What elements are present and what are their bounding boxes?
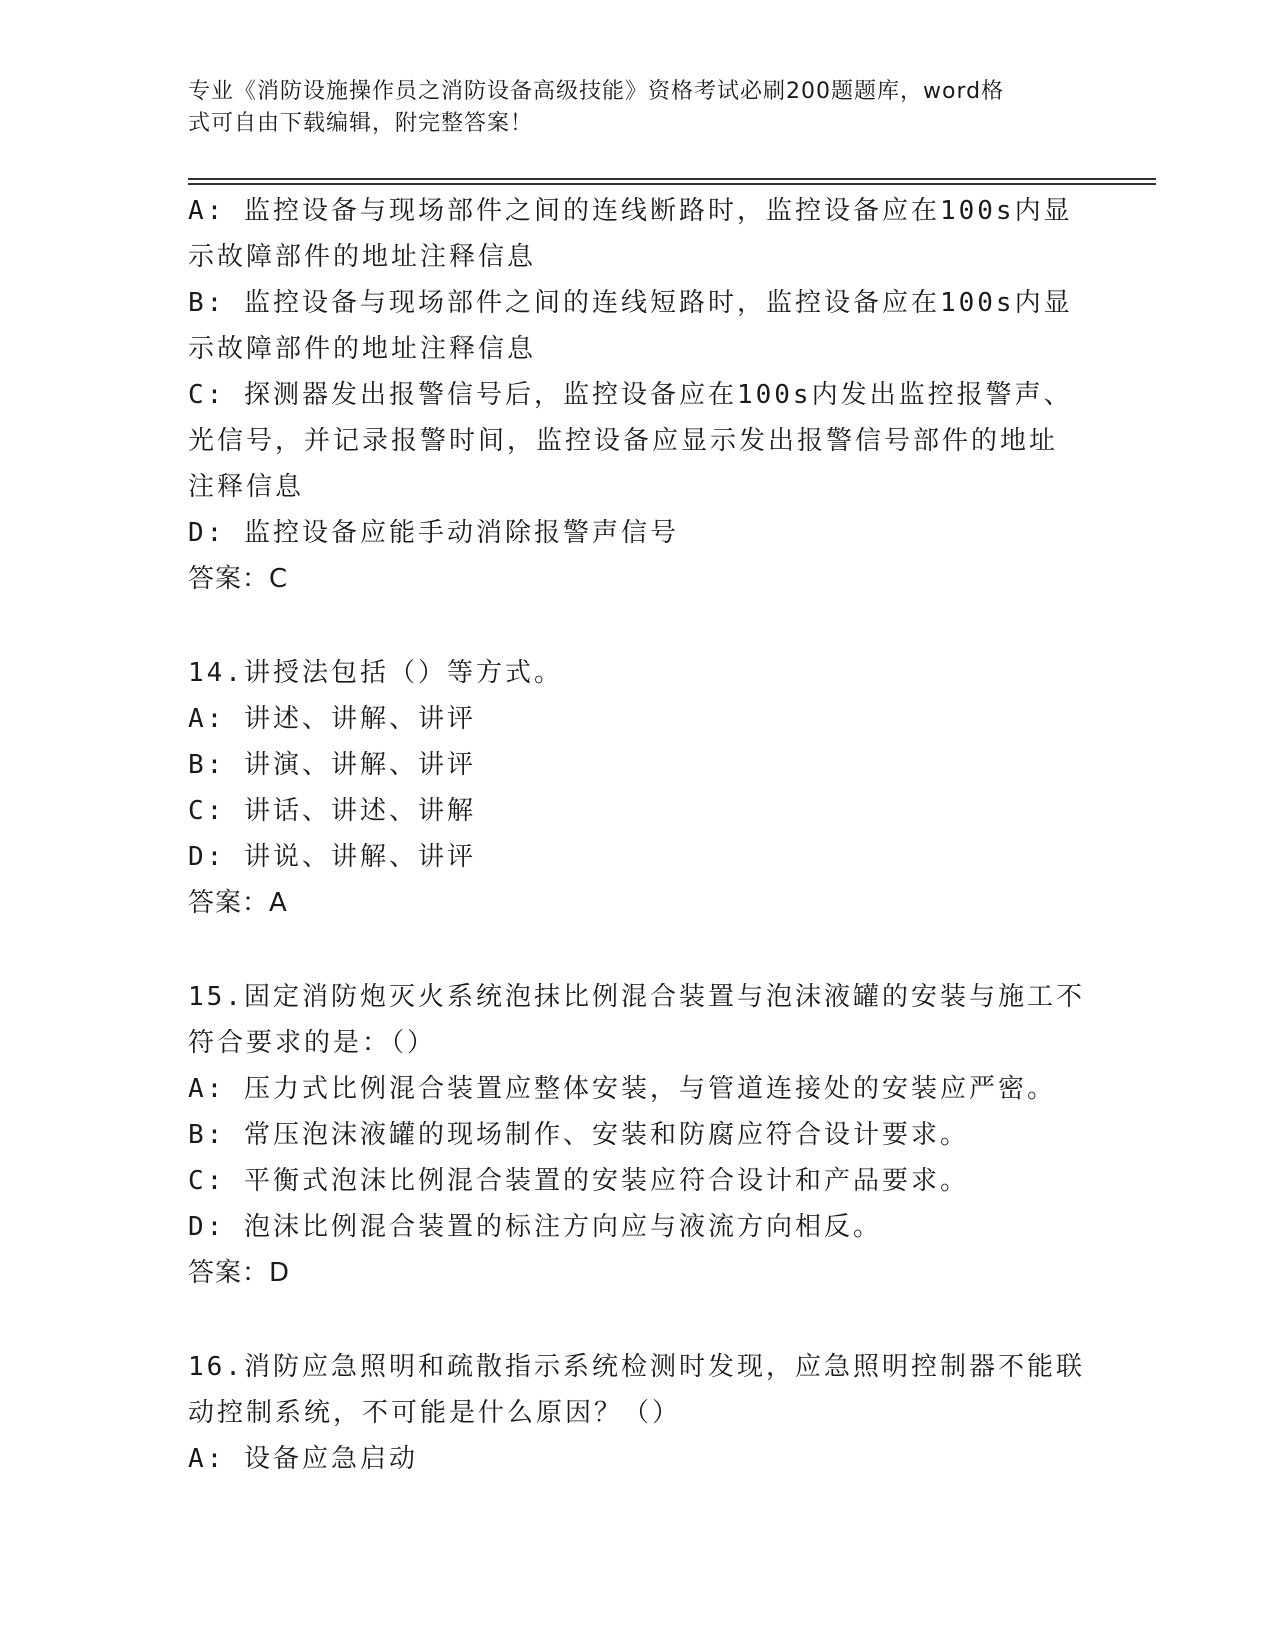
option-d-line-1: D: 监控设备应能手动消除报警声信号 — [188, 518, 679, 548]
option-a-line-1: A: 压力式比例混合装置应整体安装，与管道连接处的安装应严密。 — [188, 1074, 1056, 1104]
header-divider-bottom — [188, 183, 1156, 185]
spacer — [188, 1296, 1088, 1344]
option-c-line-1: C: 探测器发出报警信号后，监控设备应在100s内发出监控报警声、 — [188, 380, 1073, 410]
spacer — [188, 602, 1088, 650]
option-a-line-1: A: 设备应急启动 — [188, 1444, 418, 1474]
header-line-2: 式可自由下载编辑，附完整答案！ — [188, 111, 534, 136]
question-stem-line-2: 符合要求的是：（） — [188, 1028, 437, 1058]
header-line-1: 专业《消防设施操作员之消防设备高级技能》资格考试必刷200题题库，word格 — [188, 79, 1005, 104]
question-stem-line-1: 14.讲授法包括（）等方式。 — [188, 658, 563, 688]
spacer — [188, 926, 1088, 974]
option-b-line-1: B: 讲演、讲解、讲评 — [188, 750, 476, 780]
question-list — [188, 188, 1088, 1482]
option-c-line-3: 注释信息 — [188, 472, 305, 502]
question-stem-line-1: 15.固定消防炮灭火系统泡抹比例混合装置与泡沫液罐的安装与施工不 — [188, 982, 1085, 1012]
option-a-line-1: A: 监控设备与现场部件之间的连线断路时，监控设备应在100s内显 — [188, 196, 1073, 226]
question-stem-line-2: 动控制系统，不可能是什么原因？（） — [188, 1398, 682, 1428]
option-c-line-1: C: 平衡式泡沫比例混合装置的安装应符合设计和产品要求。 — [188, 1166, 969, 1196]
document-header — [188, 76, 1068, 140]
question-15 — [188, 974, 1088, 1296]
question-16 — [188, 1344, 1088, 1482]
option-c-line-1: C: 讲话、讲述、讲解 — [188, 796, 476, 826]
header-divider-top — [188, 178, 1156, 180]
option-a-line-1: A: 讲述、讲解、讲评 — [188, 704, 476, 734]
question-stem-line-1: 16.消防应急照明和疏散指示系统检测时发现，应急照明控制器不能联 — [188, 1352, 1085, 1382]
answer-label: 答案：D — [188, 1258, 291, 1288]
option-b-line-1: B: 监控设备与现场部件之间的连线短路时，监控设备应在100s内显 — [188, 288, 1073, 318]
option-a-line-2: 示故障部件的地址注释信息 — [188, 242, 537, 272]
option-b-line-1: B: 常压泡沫液罐的现场制作、安装和防腐应符合设计要求。 — [188, 1120, 969, 1150]
option-b-line-2: 示故障部件的地址注释信息 — [188, 334, 537, 364]
answer-label: 答案：A — [188, 888, 288, 918]
question-14 — [188, 650, 1088, 926]
answer-label: 答案：C — [188, 564, 289, 594]
option-c-line-2: 光信号，并记录报警时间，监控设备应显示发出报警信号部件的地址 — [188, 426, 1059, 456]
option-d-line-1: D: 泡沫比例混合装置的标注方向应与液流方向相反。 — [188, 1212, 882, 1242]
option-d-line-1: D: 讲说、讲解、讲评 — [188, 842, 476, 872]
question-13 — [188, 188, 1088, 602]
